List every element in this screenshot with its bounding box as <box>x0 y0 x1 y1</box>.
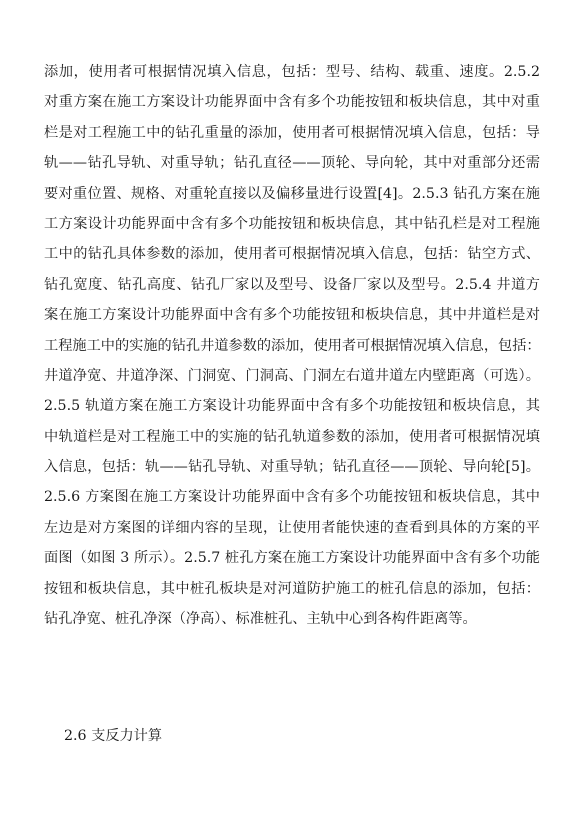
paragraph-line-12: 2.5.5 轨道方案在施工方案设计功能界面中含有多个功能按钮和板块信息，其 <box>44 398 540 415</box>
paragraph-line-17: 面图（如图 3 所示）。2.5.7 桩孔方案在施工方案设计功能界面中含有多个功能 <box>44 550 540 567</box>
paragraph-line-2: 对重方案在施工方案设计功能界面中含有多个功能按钮和板块信息，其中对重 <box>44 94 540 111</box>
paragraph-line-11: 井道净宽、井道净深、门洞宽、门洞高、门洞左右道井道左内壁距离（可选）。 <box>44 367 540 384</box>
paragraph-line-4: 轨——钻孔导轨、对重导轨；钻孔直径——顶轮、导向轮，其中对重部分还需 <box>44 155 540 172</box>
paragraph-line-14: 入信息，包括：轨——钻孔导轨、对重导轨；钻孔直径——顶轮、导向轮[5]。 <box>44 459 540 476</box>
paragraph-line-1: 添加，使用者可根据情况填入信息，包括：型号、结构、载重、速度。2.5.2 <box>44 64 540 80</box>
paragraph-line-19: 钻孔净宽、桩孔净深（净高）、标准桩孔、主轨中心到各构件距离等。 <box>44 611 477 628</box>
body-paragraph <box>44 57 540 634</box>
paragraph-line-16: 左边是对方案图的详细内容的呈现，让使用者能快速的查看到具体的方案的平 <box>44 519 540 536</box>
paragraph-line-10: 工程施工中的实施的钻孔井道参数的添加，使用者可根据情况填入信息，包括： <box>44 337 541 354</box>
paragraph-line-7: 工中的钻孔具体参数的添加，使用者可根据情况填入信息，包括：钻空方式、 <box>44 246 540 263</box>
paragraph-line-6: 工方案设计功能界面中含有多个功能按钮和板块信息，其中钻孔栏是对工程施 <box>44 215 540 232</box>
paragraph-line-15: 2.5.6 方案图在施工方案设计功能界面中含有多个功能按钮和板块信息，其中 <box>44 489 540 506</box>
section-heading: 2.6 支反力计算 <box>64 728 163 744</box>
paragraph-line-13: 中轨道栏是对工程施工中的实施的钻孔轨道参数的添加，使用者可根据情况填 <box>44 428 540 445</box>
paragraph-line-3: 栏是对工程施工中的钻孔重量的添加，使用者可根据情况填入信息，包括：导 <box>44 124 540 141</box>
paragraph-line-18: 按钮和板块信息，其中桩孔板块是对河道防护施工的桩孔信息的添加，包括： <box>44 580 540 597</box>
paragraph-line-5: 要对重位置、规格、对重轮直接以及偏移量进行设置[4]。2.5.3 钻孔方案在施 <box>44 185 540 202</box>
paragraph-line-8: 钻孔宽度、钻孔高度、钻孔厂家以及型号、设备厂家以及型号。2.5.4 井道方 <box>44 276 540 293</box>
paragraph-line-9: 案在施工方案设计功能界面中含有多个功能按钮和板块信息，其中井道栏是对 <box>44 307 540 324</box>
